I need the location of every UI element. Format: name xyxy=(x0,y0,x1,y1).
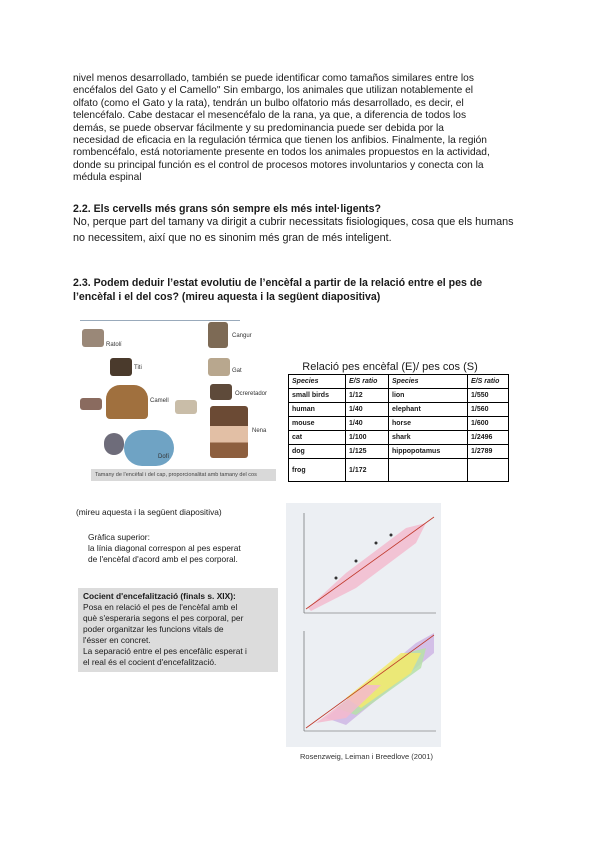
dolphin-photo xyxy=(124,430,174,466)
table-row xyxy=(289,431,509,445)
table-row xyxy=(289,403,509,417)
table-cell xyxy=(468,459,509,482)
photo-label: Dofí xyxy=(158,454,170,460)
table-cell: small birds xyxy=(289,389,346,403)
table-cell: horse xyxy=(389,417,468,431)
table-row xyxy=(289,459,509,482)
section-23-heading xyxy=(73,276,543,304)
photo-caption: Tamany de l'encèfal i del cap, proporcionalitat amb tamany del cos xyxy=(91,469,276,481)
ratio-table xyxy=(288,374,509,482)
photo-label: Cangur xyxy=(232,333,252,339)
cocient-line: Posa en relació el pes de l'encèfal amb el xyxy=(83,602,238,612)
heading-line: l’encèfal i el del cos? (mireu aquesta i la següent diapositiva) xyxy=(73,291,381,303)
girl-photo xyxy=(210,406,248,458)
graph-explanation xyxy=(88,532,241,565)
cocient-box xyxy=(78,588,278,672)
photo-label: Camell xyxy=(150,398,169,404)
photo-label: Gat xyxy=(232,368,242,374)
mouse-photo xyxy=(82,329,104,347)
table-row xyxy=(289,417,509,431)
predator-photo xyxy=(210,384,232,400)
kangaroo-photo xyxy=(208,322,228,348)
upper-graph-point xyxy=(335,577,338,580)
intro-line: demás, se puede observar fácilmente y su predominancia puede ser debida por la xyxy=(73,122,444,134)
marmoset-photo xyxy=(110,358,132,376)
answer-line: No, perque part del tamany va dirigit a cubrir necessitats fisiologiques, cosa que els humans xyxy=(73,216,514,228)
cocient-title: Cocient d'encefalització (finals s. XIX): xyxy=(83,591,236,601)
monkey-photo xyxy=(104,433,124,455)
upper-graph-point xyxy=(375,542,378,545)
intro-paragraph xyxy=(73,73,533,185)
section-22-answer xyxy=(73,214,543,246)
graph-explanation-title: Gràfica superior: xyxy=(88,532,150,542)
graph-explanation-line: de l'encèfal d'acord amb el pes corporal. xyxy=(88,554,238,564)
graphs-citation: Rosenzweig, Leiman i Breedlove (2001) xyxy=(300,752,433,761)
table-row xyxy=(289,389,509,403)
intro-line: donde su principal función es el control de procesos motores involuntarios y conecta con la xyxy=(73,159,484,171)
intro-line: olfato (como el Gato y la rata), tendrán un bulbo olfatorio más desarrollado, es decir, el xyxy=(73,97,464,109)
table-cell: 1/172 xyxy=(346,459,389,482)
table-cell: 1/600 xyxy=(468,417,509,431)
table-cell: 1/2496 xyxy=(468,431,509,445)
photo-label: Ocreretador xyxy=(235,391,268,397)
table-cell: 1/40 xyxy=(346,403,389,417)
intro-line: telencéfalo. Cabe destacar el mesencéfalo de la rana, ya que, a diferencia de todos los xyxy=(73,110,467,122)
table-cell: 1/100 xyxy=(346,431,389,445)
answer-line: no necessitem, així que no es sinonim més gran de més inteligent. xyxy=(73,232,392,244)
table-cell: cat xyxy=(289,431,346,445)
intro-line: médula espinal xyxy=(73,172,142,184)
sheep-photo xyxy=(175,400,197,414)
slide-reference: (mireu aquesta i la següent diapositiva) xyxy=(76,507,222,517)
heading-line: 2.3. Podem deduir l’estat evolutiu de l’encèfal a partir de la relació entre el pes de xyxy=(73,277,483,289)
column-header: E/S ratio xyxy=(346,375,389,389)
table-cell: lion xyxy=(389,389,468,403)
cocient-line: el real és el cocient d'encefalització. xyxy=(83,657,217,667)
brain-body-graphs xyxy=(286,503,441,747)
table-cell: 1/125 xyxy=(346,445,389,459)
table-cell: shark xyxy=(389,431,468,445)
cocient-line: què s'esperaria segons el pes corporal, per xyxy=(83,613,244,623)
cocient-line: La separació entre el pes encefàlic esperat i xyxy=(83,646,247,656)
cocient-line: poder organitzar les funcions vitals de xyxy=(83,624,224,634)
upper-graph-point xyxy=(390,534,393,537)
photo-label: Titi xyxy=(134,365,142,371)
section-22-heading: 2.2. Els cervells més grans són sempre els més intel·ligents? xyxy=(73,203,381,215)
table-cell: mouse xyxy=(289,417,346,431)
cocient-line: l'ésser en concret. xyxy=(83,635,151,645)
upper-graph-point xyxy=(355,560,358,563)
table-header-row xyxy=(289,375,509,389)
intro-line: necesidad de eficacia en la regulación térmica que tienen los anfibios. Finalmente, la región xyxy=(73,135,487,147)
table-cell: human xyxy=(289,403,346,417)
table-cell: frog xyxy=(289,459,346,482)
intro-line: encéfalos del Gato y el Camello" Sin embargo, los animales que utilizan notablemente el xyxy=(73,85,474,97)
table-cell: elephant xyxy=(389,403,468,417)
table-cell: hippopotamus xyxy=(389,445,468,459)
graph-explanation-line: la línia diagonal correspon al pes esperat xyxy=(88,543,241,553)
small-animal-photo xyxy=(80,398,102,410)
table-cell: 1/12 xyxy=(346,389,389,403)
photo-label: Ratolí xyxy=(106,342,122,348)
table-cell: 1/2789 xyxy=(468,445,509,459)
column-header: Species xyxy=(289,375,346,389)
table-cell: 1/560 xyxy=(468,403,509,417)
table-cell xyxy=(389,459,468,482)
table-cell: 1/550 xyxy=(468,389,509,403)
collage-rule xyxy=(80,320,240,321)
cat-photo xyxy=(208,358,230,376)
table-cell: 1/40 xyxy=(346,417,389,431)
intro-line: nivel menos desarrollado, también se puede identificar como tamaños similares entre los xyxy=(73,73,474,84)
column-header: Species xyxy=(389,375,468,389)
column-header: E/S ratio xyxy=(468,375,509,389)
photo-label: Nena xyxy=(252,428,267,434)
table-row xyxy=(289,445,509,459)
ratio-table-title: Relació pes encèfal (E)/ pes cos (S) xyxy=(302,361,478,373)
table-cell: dog xyxy=(289,445,346,459)
intro-line: rombencéfalo, está notoriamente presente en todos los animales propuestos en la actividad, xyxy=(73,147,490,159)
camel-photo xyxy=(106,385,148,419)
